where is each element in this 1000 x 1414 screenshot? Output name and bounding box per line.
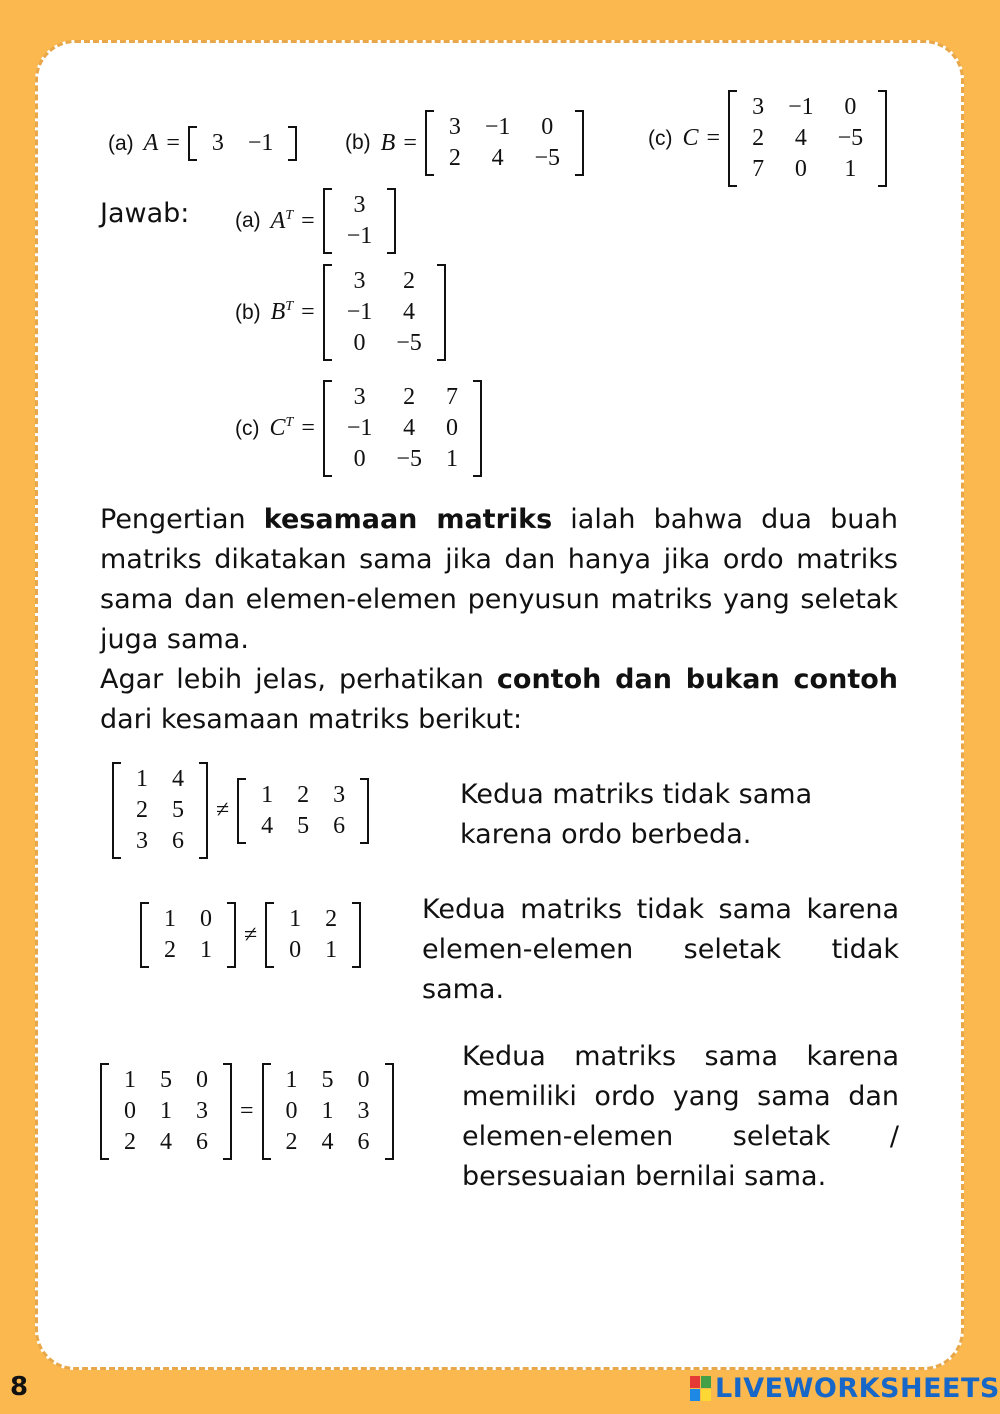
matrix-c [728, 90, 887, 187]
intro-text-1: Agar lebih jelas, perhatikan [100, 664, 497, 695]
example-2-explanation: Kedua matriks tidak sama karena elemen-elemen seletak tidak sama. [422, 894, 899, 1005]
definition-bold-term: kesamaan matriks [263, 504, 553, 535]
example-a-label: (a) [108, 131, 134, 155]
example-b-label: (b) [345, 131, 371, 154]
definition-text-1: Pengertian [100, 504, 264, 535]
matrix-cell: 0 [124, 1098, 136, 1124]
example-1-right-matrix [237, 778, 369, 844]
example-3-equation [100, 1063, 394, 1160]
answer-a-sup: T [285, 207, 294, 223]
matrix-cell: 1 [164, 906, 176, 932]
example-c-label: (c) [648, 126, 673, 150]
matrix-cell: 3 [353, 268, 366, 294]
matrix-cell: 0 [200, 906, 212, 932]
matrix-cell: 0 [357, 1067, 370, 1093]
matrix-cell: 2 [403, 384, 416, 410]
matrix-cell: 3 [357, 1098, 370, 1124]
matrix-cell: 2 [285, 1129, 298, 1155]
matrix-a-transpose [323, 188, 397, 254]
matrix-cell: 4 [403, 299, 415, 325]
matrix-cell: 0 [794, 156, 807, 182]
matrix-cell: 4 [794, 125, 807, 151]
matrix-cell: 5 [321, 1067, 334, 1093]
answer-b-sup: T [285, 299, 294, 314]
matrix-c-transpose [323, 380, 482, 477]
matrix-cell: −1 [484, 114, 511, 140]
matrix-cell: 1 [844, 156, 857, 182]
matrix-cell: −1 [788, 94, 814, 120]
matrix-cell: 3 [333, 781, 346, 808]
answer-title: Jawab: [100, 198, 190, 229]
matrix-cell: 1 [325, 937, 338, 963]
matrix-cell: 2 [124, 1129, 136, 1155]
matrix-cell: −5 [534, 145, 560, 171]
answer-a-lhs: A [270, 207, 286, 234]
matrix-cell: −1 [346, 299, 373, 325]
answer-c-label: (c) [235, 416, 260, 440]
matrix-cell: 3 [448, 114, 461, 140]
matrix-cell: 3 [196, 1098, 208, 1124]
matrix-b-transpose [323, 264, 446, 361]
matrix-cell: 4 [172, 766, 184, 792]
matrix-cell: 3 [136, 828, 148, 854]
example-3-left-matrix [100, 1063, 232, 1160]
matrix-cell: 2 [752, 125, 765, 151]
example-2-operator: ≠ [244, 921, 258, 948]
matrix-cell: 2 [164, 937, 176, 963]
matrix-cell: 2 [448, 145, 461, 171]
matrix-cell: 3 [353, 192, 366, 218]
example-1-operator: ≠ [216, 797, 230, 823]
matrix-cell: 4 [261, 812, 274, 839]
matrix-cell: −5 [396, 446, 422, 472]
page-number: 8 [10, 1372, 29, 1402]
matrix-cell: 0 [541, 114, 554, 140]
answer-b-label: (b) [235, 300, 261, 324]
example-3-right-matrix [262, 1063, 394, 1160]
matrix-cell: 1 [136, 766, 148, 792]
matrix-cell: 4 [321, 1129, 334, 1155]
definition-paragraph [100, 500, 898, 660]
intro-text-2: dari kesamaan matriks berikut: [100, 704, 523, 735]
matrix-cell: 1 [285, 1067, 298, 1093]
matrix-cell: 1 [200, 937, 212, 963]
example-3-explanation: Kedua matriks sama karena memiliki ordo yang sama dan elemen-elemen seletak / bersesuaian bernilai sama. [462, 1041, 899, 1192]
matrix-cell: 6 [357, 1129, 370, 1155]
matrix-cell: 5 [297, 812, 310, 839]
matrix-cell: 4 [403, 415, 416, 441]
intro-paragraph [100, 660, 898, 740]
matrix-b [425, 110, 584, 176]
answer-a: (a) $A^T$ = 3 −1 [235, 188, 396, 254]
matrix-cell: 0 [285, 1098, 298, 1124]
answer-c-lhs: C [269, 415, 286, 441]
matrix-cell: 2 [325, 906, 338, 932]
example-1-explanation: Kedua matriks tidak sama karena ordo berbeda. [460, 779, 813, 850]
matrix-cell: 7 [445, 384, 458, 410]
matrix-cell: 0 [353, 446, 366, 472]
matrix-a [188, 126, 298, 161]
example-b-lhs: B [380, 129, 396, 156]
matrix-cell: 6 [333, 812, 346, 839]
example-2-right-matrix [265, 902, 361, 968]
definition-text-2: ialah bahwa dua buah matriks dikatakan sama jika dan hanya jika ordo matriks sama dan elemen-elemen penyusun matriks yang seletak juga sama. [100, 504, 898, 655]
matrix-cell: 1 [124, 1067, 136, 1093]
example-1-left-matrix [112, 762, 208, 859]
matrix-cell: 6 [172, 828, 184, 854]
matrix-cell: 0 [844, 94, 857, 120]
matrix-cell: −5 [837, 125, 864, 151]
matrix-cell: 0 [353, 330, 366, 356]
example-a: (a) A = 3 −1 [108, 126, 297, 161]
matrix-cell: 3 [752, 94, 765, 120]
matrix-cell: 6 [196, 1129, 208, 1155]
matrix-cell: 4 [160, 1129, 172, 1155]
matrix-cell: 2 [297, 781, 310, 808]
matrix-cell: 0 [445, 415, 458, 441]
example-2-equation [140, 902, 361, 968]
matrix-cell: 2 [403, 268, 415, 294]
example-c-lhs: C [682, 125, 699, 151]
answer-a-label: (a) [235, 209, 261, 232]
matrix-cell: 3 [211, 130, 224, 156]
example-2-left-matrix [140, 902, 236, 968]
matrix-cell: −5 [396, 330, 422, 356]
matrix-cell: 7 [752, 156, 765, 182]
matrix-cell: 0 [289, 937, 302, 963]
matrix-cell: −1 [346, 415, 373, 441]
brand-name: LIVEWORKSHEETS [715, 1373, 1000, 1404]
matrix-cell: 5 [160, 1067, 172, 1093]
matrix-cell: −1 [247, 130, 274, 156]
answer-c-sup: T [285, 415, 294, 430]
answer-c: (c) $C^T$ = 3 2 7 −1 4 0 0 −5 1 [235, 380, 482, 477]
matrix-cell: 1 [289, 906, 302, 932]
matrix-cell: 2 [136, 797, 148, 823]
example-a-lhs: A [143, 130, 159, 156]
example-3-operator: = [240, 1098, 254, 1124]
matrix-cell: 5 [172, 797, 184, 823]
matrix-cell: 1 [321, 1098, 334, 1124]
liveworksheets-brand[interactable] [690, 1373, 1000, 1404]
example-c: (c) C = 3 −1 0 2 4 −5 7 0 1 [648, 90, 887, 187]
answer-b-lhs: B [270, 299, 286, 325]
answer-b: (b) $B^T$ = 3 2 −1 4 0 −5 [235, 264, 446, 361]
matrix-cell: 1 [160, 1098, 172, 1124]
matrix-cell: 0 [196, 1067, 208, 1093]
intro-bold-term: contoh dan bukan contoh [496, 664, 899, 695]
matrix-cell: −1 [346, 223, 373, 249]
liveworksheets-logo-icon [690, 1376, 711, 1401]
example-1-equation [112, 762, 369, 859]
matrix-cell: 3 [353, 384, 366, 410]
matrix-cell: 4 [491, 145, 504, 171]
matrix-cell: 1 [261, 781, 274, 808]
example-b: (b) B = 3 −1 0 2 4 −5 [345, 110, 584, 176]
matrix-cell: 1 [445, 446, 458, 472]
